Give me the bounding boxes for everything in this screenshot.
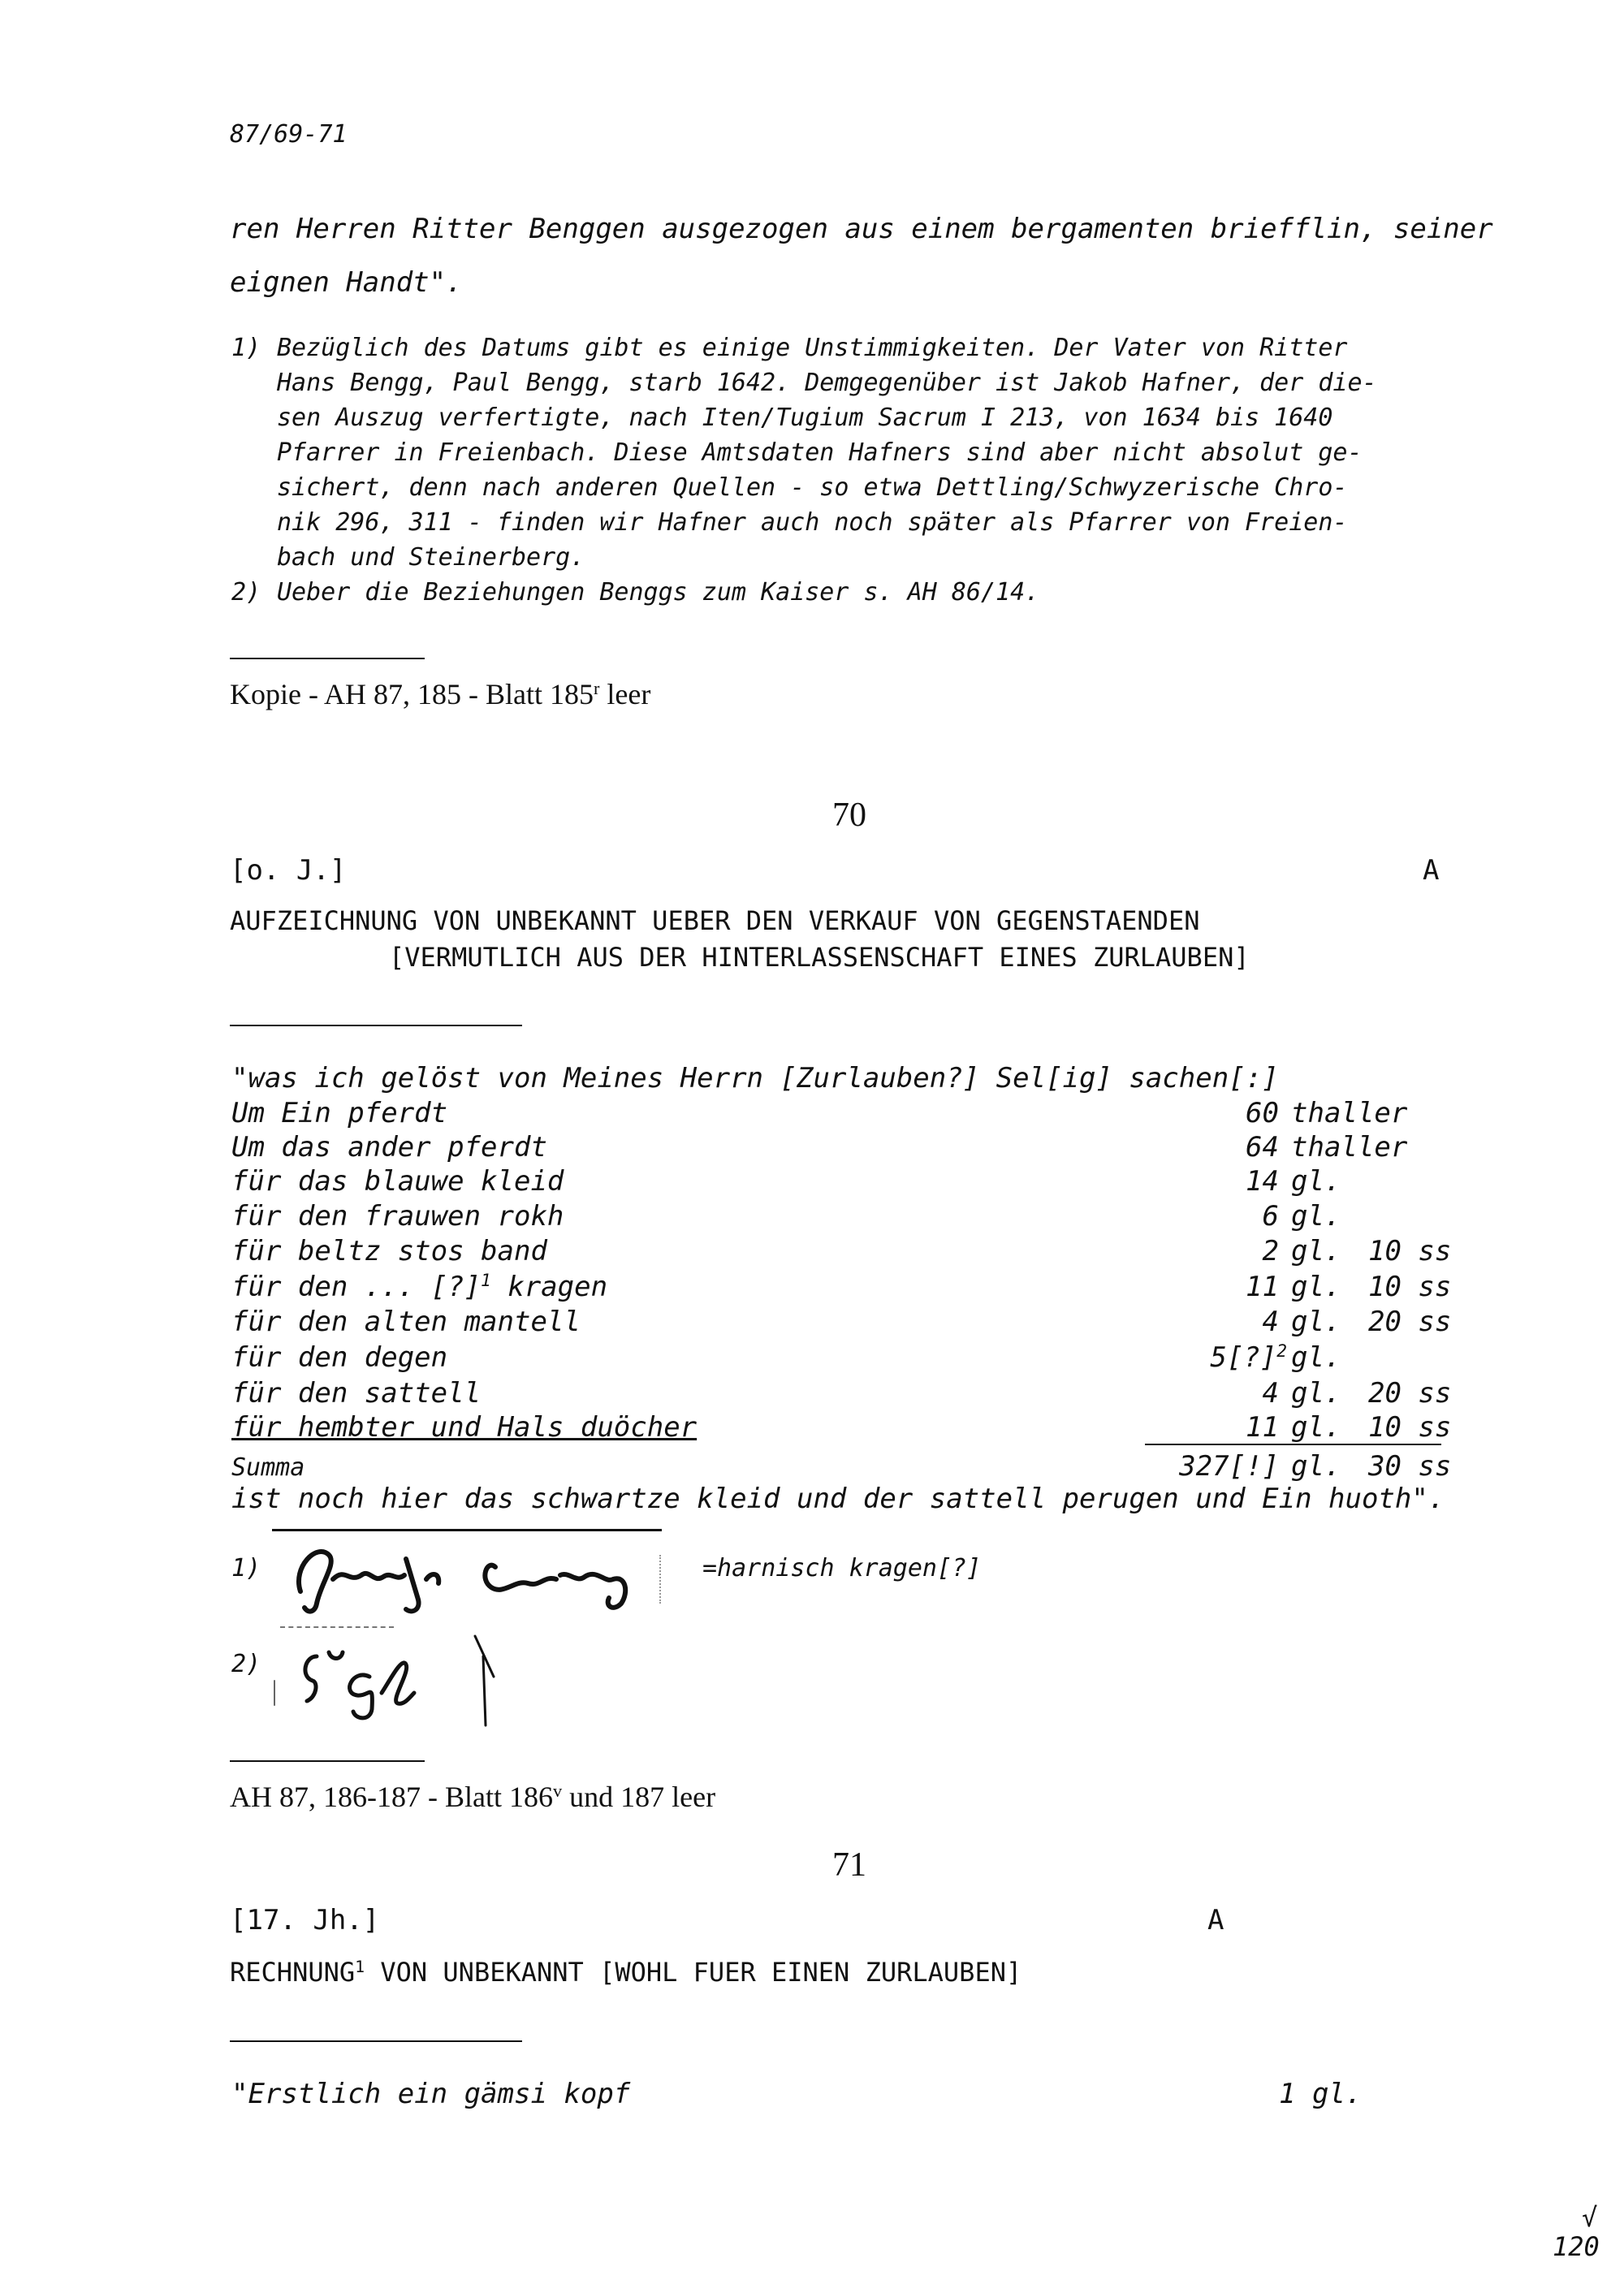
footnote-number-2: 2) [231, 1650, 261, 1678]
scan-artifact [280, 1626, 394, 1628]
section-divider [230, 1025, 522, 1026]
item-label: für den degen [231, 1341, 448, 1374]
table-row [231, 1411, 1452, 1447]
item-amount: 6 [1262, 1200, 1279, 1233]
item-unit: gl. [1291, 1235, 1341, 1267]
item-unit: gl. [1291, 1200, 1341, 1233]
table-row [231, 1235, 1452, 1271]
item-unit: thaller [1291, 1097, 1408, 1129]
item-label: für den alten mantell [231, 1306, 581, 1338]
page-reference: 87/69-71 [230, 120, 348, 149]
footnote-line: nik 296, 311 - finden wir Hafner auch noch später als Pfarrer von Freien- [277, 508, 1348, 537]
item-label: Um das ander pferdt [231, 1131, 547, 1164]
item-label: für den ... [?]$^1$ kragen [231, 1270, 608, 1303]
summa-row [231, 1450, 1452, 1486]
section-divider [230, 1760, 425, 1762]
first-item: "Erstlich ein gämsi kopf [231, 2078, 631, 2110]
table-row [231, 1200, 1449, 1236]
entry-title-line-2: [VERMUTLICH AUS DER HINTERLASSENSCHAFT EINES ZURLAUBEN] [389, 942, 1250, 973]
item-label: für den sattell [231, 1377, 482, 1410]
item-label: für hembter und Hals duöcher [231, 1411, 698, 1444]
section-divider [230, 2040, 522, 2042]
summa-label: Summa [231, 1453, 305, 1482]
transcription-intro: "was ich gelöst von Meines Herrn [Zurlauben?] Sel[ig] sachen[:] [231, 1062, 1279, 1094]
table-row [231, 1377, 1452, 1413]
entry-title: RECHNUNG$^1$ VON UNBEKANNT [WOHL FUER EINEN ZURLAUBEN] [230, 1957, 1022, 1988]
item-unit: gl. [1291, 1411, 1341, 1444]
footnote-line: Bezüglich des Datums gibt es einige Unstimmigkeiten. Der Vater von Ritter [277, 334, 1348, 362]
item-label: für das blauwe kleid [231, 1165, 564, 1198]
closing-line: ist noch hier das schwartze kleid und der sattell perugen und Ein huoth". [231, 1483, 1445, 1515]
table-row [231, 1341, 1449, 1377]
item-amount: 5[?]$^2$ [1210, 1341, 1287, 1374]
scan-artifact [659, 1555, 663, 1604]
item-label: für den frauwen rokh [231, 1200, 564, 1233]
item-ss: 20 ss [1368, 1377, 1452, 1410]
copy-note: Kopie - AH 87, 185 - Blatt 185$^r$ leer [230, 677, 651, 710]
item-ss: 20 ss [1368, 1306, 1452, 1338]
item-ss: 10 ss [1368, 1271, 1452, 1303]
continuation-line-1: ren Herren Ritter Benggen ausgezogen aus einem bergamenten briefflin, seiner [230, 213, 1493, 245]
footnote-number-1: 1) [231, 1554, 261, 1582]
item-unit: gl. [1291, 1306, 1341, 1338]
item-amount: 64 [1246, 1131, 1279, 1164]
entry-date: [o. J.] [230, 854, 347, 887]
entry-type: A [1423, 854, 1440, 887]
footnote-number: 2) [231, 578, 261, 607]
item-label: für beltz stos band [231, 1235, 547, 1267]
copy-note: AH 87, 186-187 - Blatt 186$^v$ und 187 leer [230, 1780, 716, 1813]
table-row [231, 1306, 1452, 1341]
summa-ss: 30 ss [1368, 1450, 1452, 1483]
footnote-number: 1) [231, 334, 261, 362]
handwritten-script-sample-1 [284, 1535, 666, 1620]
item-unit: thaller [1291, 1131, 1408, 1164]
entry-title-line-1: AUFZEICHNUNG VON UNBEKANNT UEBER DEN VERKAUF VON GEGENSTAENDEN [230, 905, 1200, 936]
sum-rule [1145, 1444, 1441, 1445]
footnote-line: Ueber die Beziehungen Benggs zum Kaiser s. AH 86/14. [277, 578, 1040, 607]
item-label: Um Ein pferdt [231, 1097, 448, 1129]
first-amount: 1 gl. [1279, 2078, 1363, 2110]
item-amount: 4 [1262, 1306, 1279, 1338]
item-unit: gl. [1291, 1377, 1341, 1410]
item-amount: 14 [1246, 1165, 1279, 1198]
table-row [231, 1097, 1449, 1133]
table-row [231, 1165, 1449, 1201]
footnote-line: Pfarrer in Freienbach. Diese Amtsdaten Hafners sind aber nicht absolut ge- [277, 438, 1363, 467]
section-divider [230, 658, 425, 659]
item-ss: 10 ss [1368, 1235, 1452, 1267]
entry-type: A [1207, 1904, 1224, 1936]
check-mark: √ [1582, 2202, 1598, 2233]
entry-date: [17. Jh.] [230, 1904, 380, 1936]
item-unit: gl. [1291, 1271, 1341, 1303]
item-amount: 2 [1262, 1235, 1279, 1267]
footnote-line: Hans Bengg, Paul Bengg, starb 1642. Demgegenüber ist Jakob Hafner, der die- [277, 369, 1377, 397]
item-amount: 4 [1262, 1377, 1279, 1410]
entry-number-71: 71 [832, 1846, 866, 1884]
item-unit: gl. [1291, 1165, 1341, 1198]
footnote-divider [272, 1529, 662, 1531]
footnote-line: bach und Steinerberg. [277, 543, 585, 572]
table-row [231, 1131, 1449, 1167]
continuation-line-2: eignen Handt". [230, 266, 463, 299]
entry-number-70: 70 [832, 797, 866, 834]
item-ss: 10 ss [1368, 1411, 1452, 1444]
item-amount: 11 [1246, 1411, 1279, 1444]
footnote-line: sen Auszug verfertigte, nach Iten/Tugium Sacrum I 213, von 1634 bis 1640 [277, 404, 1333, 432]
footnote-text-1: =harnisch kragen[?] [702, 1554, 982, 1582]
page-number: 120 [1553, 2231, 1600, 2262]
table-row [231, 1270, 1452, 1306]
item-unit: gl. [1291, 1341, 1341, 1374]
item-amount: 11 [1246, 1271, 1279, 1303]
handwritten-script-sample-2 [268, 1632, 503, 1729]
summa-unit: gl. [1291, 1450, 1341, 1483]
item-amount: 60 [1246, 1097, 1279, 1129]
footnote-line: sichert, denn nach anderen Quellen - so etwa Dettling/Schwyzerische Chro- [277, 473, 1348, 502]
summa-amount: 327[!] [1179, 1450, 1279, 1483]
